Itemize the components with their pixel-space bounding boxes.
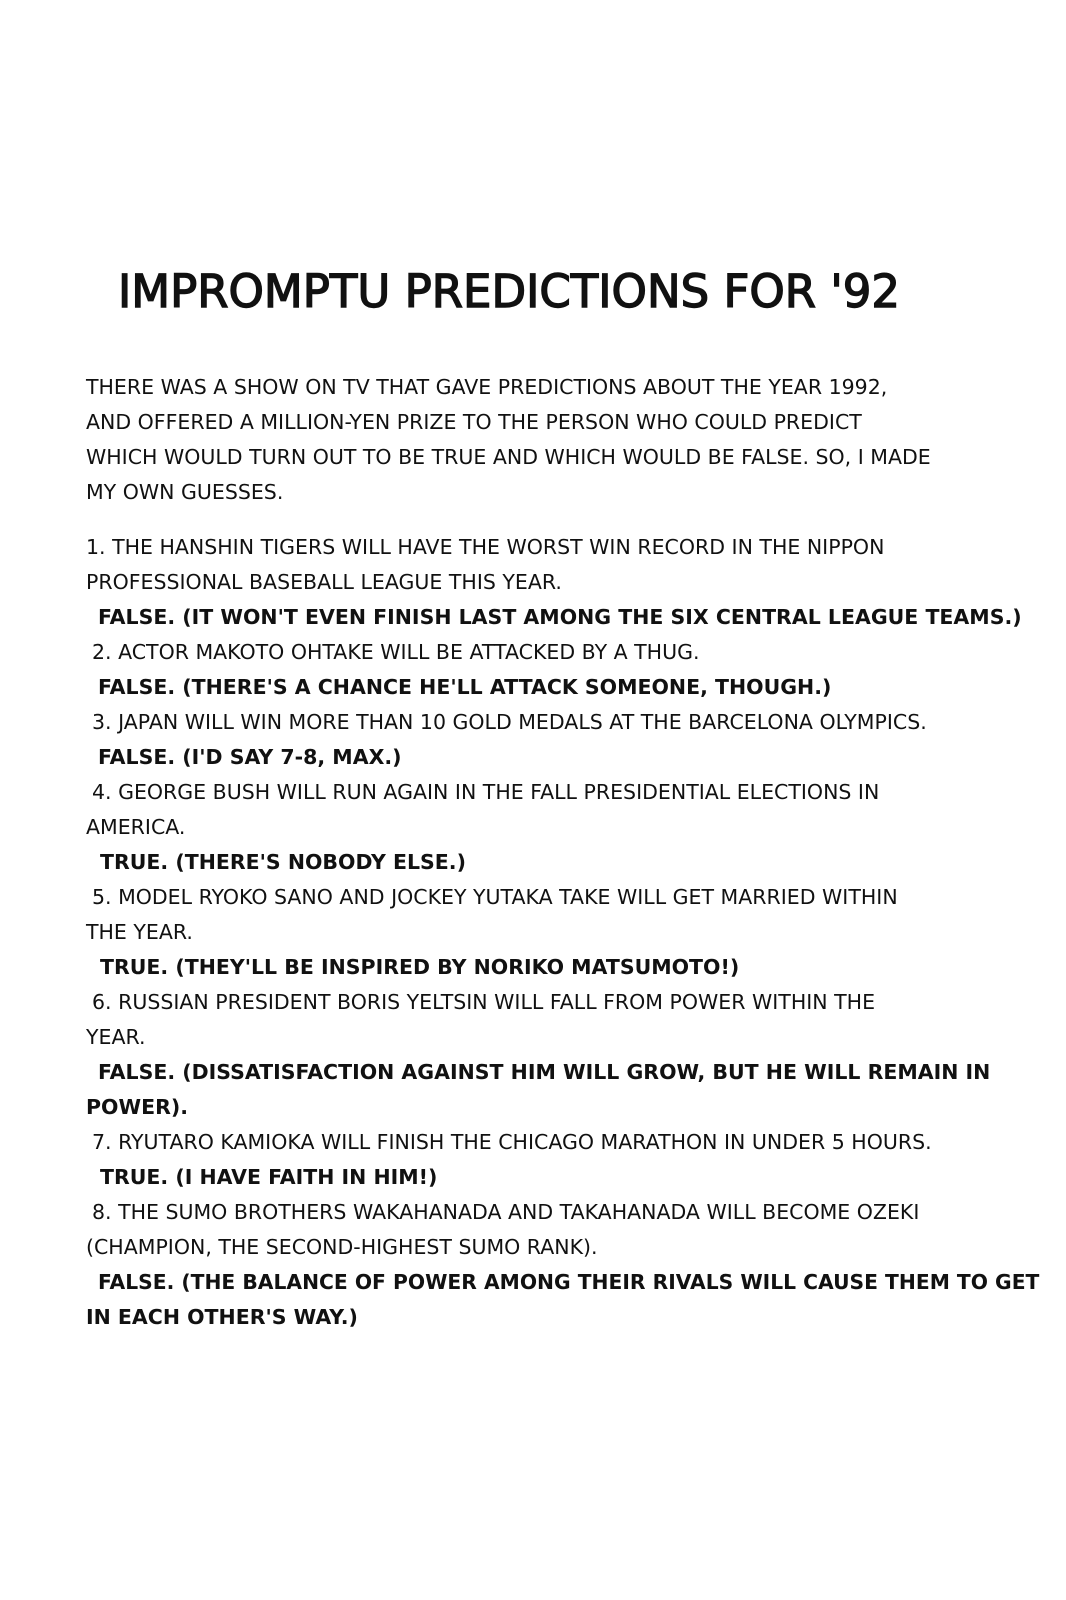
intro-line: THERE WAS A SHOW ON TV THAT GAVE PREDICTIONS ABOUT THE YEAR 1992,	[86, 375, 888, 399]
prediction-line: 1. THE HANSHIN TIGERS WILL HAVE THE WORST WIN RECORD IN THE NIPPON	[86, 535, 885, 559]
prediction-line: 6. RUSSIAN PRESIDENT BORIS YELTSIN WILL FALL FROM POWER WITHIN THE	[92, 990, 876, 1014]
prediction-line: 7. RYUTARO KAMIOKA WILL FINISH THE CHICAGO MARATHON IN UNDER 5 HOURS.	[92, 1130, 932, 1154]
intro-line: AND OFFERED A MILLION-YEN PRIZE TO THE PERSON WHO COULD PREDICT	[86, 410, 862, 434]
answer-line: FALSE. (THERE'S A CHANCE HE'LL ATTACK SOMEONE, THOUGH.)	[98, 675, 832, 699]
prediction-line: PROFESSIONAL BASEBALL LEAGUE THIS YEAR.	[86, 570, 562, 594]
intro-line: MY OWN GUESSES.	[86, 480, 284, 504]
prediction-line: (CHAMPION, THE SECOND-HIGHEST SUMO RANK).	[86, 1235, 598, 1259]
answer-line: FALSE. (I'D SAY 7-8, MAX.)	[98, 745, 402, 769]
answer-line: IN EACH OTHER'S WAY.)	[86, 1305, 358, 1329]
answer-line: FALSE. (THE BALANCE OF POWER AMONG THEIR RIVALS WILL CAUSE THEM TO GET	[98, 1270, 1040, 1294]
page-title: IMPROMPTU PREDICTIONS FOR '92	[118, 265, 901, 318]
answer-line: TRUE. (I HAVE FAITH IN HIM!)	[100, 1165, 438, 1189]
prediction-line: 8. THE SUMO BROTHERS WAKAHANADA AND TAKAHANADA WILL BECOME OZEKI	[92, 1200, 920, 1224]
intro-line: WHICH WOULD TURN OUT TO BE TRUE AND WHICH WOULD BE FALSE. SO, I MADE	[86, 445, 931, 469]
prediction-line: YEAR.	[86, 1025, 146, 1049]
prediction-line: THE YEAR.	[86, 920, 193, 944]
answer-line: FALSE. (IT WON'T EVEN FINISH LAST AMONG THE SIX CENTRAL LEAGUE TEAMS.)	[98, 605, 1022, 629]
prediction-line: 2. ACTOR MAKOTO OHTAKE WILL BE ATTACKED BY A THUG.	[92, 640, 700, 664]
answer-line: FALSE. (DISSATISFACTION AGAINST HIM WILL GROW, BUT HE WILL REMAIN IN	[98, 1060, 991, 1084]
prediction-line: 3. JAPAN WILL WIN MORE THAN 10 GOLD MEDALS AT THE BARCELONA OLYMPICS.	[92, 710, 927, 734]
prediction-line: 4. GEORGE BUSH WILL RUN AGAIN IN THE FALL PRESIDENTIAL ELECTIONS IN	[92, 780, 880, 804]
prediction-line: 5. MODEL RYOKO SANO AND JOCKEY YUTAKA TAKE WILL GET MARRIED WITHIN	[92, 885, 898, 909]
prediction-line: AMERICA.	[86, 815, 186, 839]
answer-line: TRUE. (THEY'LL BE INSPIRED BY NORIKO MATSUMOTO!)	[100, 955, 740, 979]
answer-line: TRUE. (THERE'S NOBODY ELSE.)	[100, 850, 466, 874]
answer-line: POWER).	[86, 1095, 189, 1119]
